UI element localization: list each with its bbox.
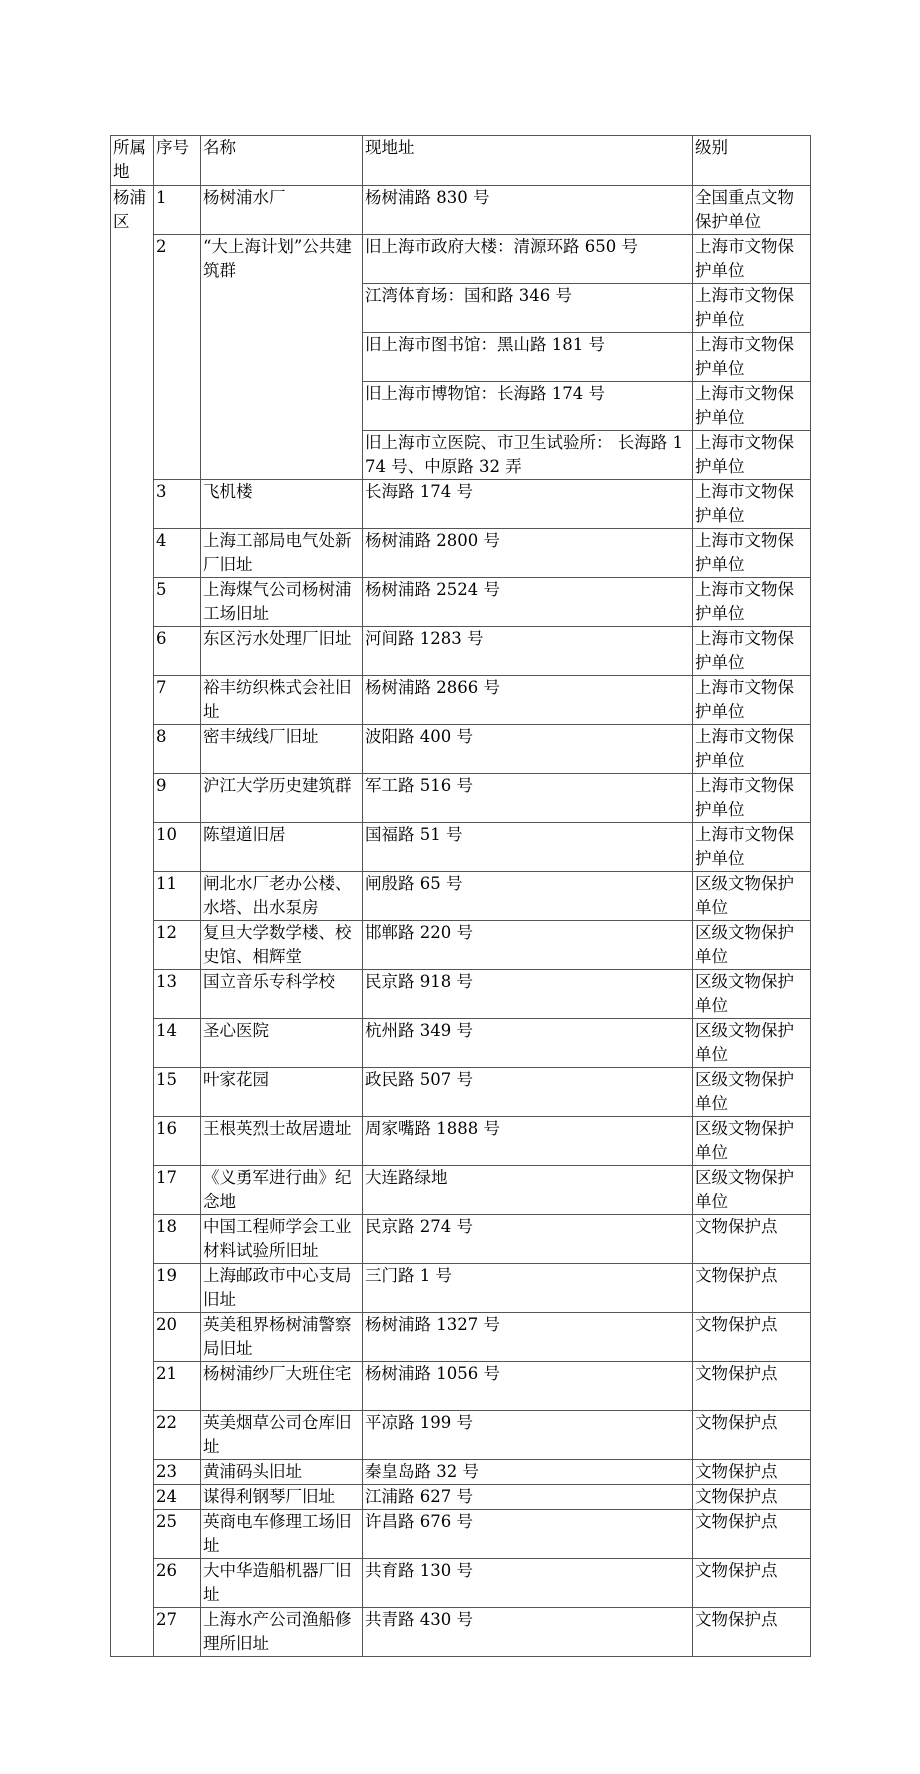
row-name: 大中华造船机器厂旧址 xyxy=(201,1559,363,1608)
row-level: 全国重点文物保护单位 xyxy=(693,186,811,235)
row-level: 区级文物保护单位 xyxy=(693,1166,811,1215)
row-level: 上海市文物保护单位 xyxy=(693,284,811,333)
row-no: 19 xyxy=(154,1264,201,1313)
table-row xyxy=(111,480,811,529)
row-level: 上海市文物保护单位 xyxy=(693,578,811,627)
row-level: 上海市文物保护单位 xyxy=(693,823,811,872)
row-address: 平凉路 199 号 xyxy=(363,1411,693,1460)
table-row xyxy=(111,1068,811,1117)
row-address: 杨树浦路 2524 号 xyxy=(363,578,693,627)
row-no: 17 xyxy=(154,1166,201,1215)
table-row xyxy=(111,921,811,970)
table-row xyxy=(111,1559,811,1608)
row-no: 18 xyxy=(154,1215,201,1264)
row-level: 区级文物保护单位 xyxy=(693,921,811,970)
table-row xyxy=(111,235,811,284)
row-level: 文物保护点 xyxy=(693,1510,811,1559)
table-row xyxy=(111,1485,811,1510)
row-name: 陈望道旧居 xyxy=(201,823,363,872)
row-address: 杨树浦路 1056 号 xyxy=(363,1362,693,1411)
row-address: 江浦路 627 号 xyxy=(363,1485,693,1510)
row-no: 16 xyxy=(154,1117,201,1166)
row-name: 裕丰纺织株式会社旧址 xyxy=(201,676,363,725)
header-region: 所属地 xyxy=(111,136,154,186)
row-name: 黄浦码头旧址 xyxy=(201,1460,363,1485)
row-level: 上海市文物保护单位 xyxy=(693,480,811,529)
table-row xyxy=(111,529,811,578)
row-name: 圣心医院 xyxy=(201,1019,363,1068)
row-no: 7 xyxy=(154,676,201,725)
row-name: 复旦大学数学楼、校史馆、相辉堂 xyxy=(201,921,363,970)
row-level: 区级文物保护单位 xyxy=(693,872,811,921)
table-row xyxy=(111,1362,811,1411)
header-level: 级别 xyxy=(693,136,811,186)
row-no: 12 xyxy=(154,921,201,970)
header-row xyxy=(111,136,811,186)
row-level: 上海市文物保护单位 xyxy=(693,431,811,480)
row-level: 文物保护点 xyxy=(693,1264,811,1313)
row-level: 文物保护点 xyxy=(693,1460,811,1485)
row-level: 上海市文物保护单位 xyxy=(693,235,811,284)
row-name: 上海煤气公司杨树浦工场旧址 xyxy=(201,578,363,627)
row-address: 波阳路 400 号 xyxy=(363,725,693,774)
row-no: 6 xyxy=(154,627,201,676)
row-level: 文物保护点 xyxy=(693,1362,811,1411)
table-row xyxy=(111,970,811,1019)
region-cell: 杨浦区 xyxy=(111,186,154,1657)
row-level: 区级文物保护单位 xyxy=(693,970,811,1019)
table-row xyxy=(111,1019,811,1068)
row-address: 国福路 51 号 xyxy=(363,823,693,872)
row-name: 上海水产公司渔船修理所旧址 xyxy=(201,1608,363,1657)
row-address: 杨树浦路 2866 号 xyxy=(363,676,693,725)
row-no: 9 xyxy=(154,774,201,823)
row-address: 旧上海市图书馆：黑山路 181 号 xyxy=(363,333,693,382)
table-row xyxy=(111,1117,811,1166)
table-row xyxy=(111,1166,811,1215)
row-address: 共育路 130 号 xyxy=(363,1559,693,1608)
table-row xyxy=(111,676,811,725)
row-address: 三门路 1 号 xyxy=(363,1264,693,1313)
row-name: 王根英烈士故居遗址 xyxy=(201,1117,363,1166)
row-level: 文物保护点 xyxy=(693,1411,811,1460)
row-name: 飞机楼 xyxy=(201,480,363,529)
row-level: 文物保护点 xyxy=(693,1608,811,1657)
table-row xyxy=(111,823,811,872)
row-address: 杨树浦路 2800 号 xyxy=(363,529,693,578)
row-no: 20 xyxy=(154,1313,201,1362)
row-level: 区级文物保护单位 xyxy=(693,1019,811,1068)
row-no: 13 xyxy=(154,970,201,1019)
table-row xyxy=(111,1313,811,1362)
row-no: 11 xyxy=(154,872,201,921)
row-no: 24 xyxy=(154,1485,201,1510)
row-address: 长海路 174 号 xyxy=(363,480,693,529)
row-name: 上海工部局电气处新厂旧址 xyxy=(201,529,363,578)
header-address: 现地址 xyxy=(363,136,693,186)
row-level: 区级文物保护单位 xyxy=(693,1068,811,1117)
row-no: 27 xyxy=(154,1608,201,1657)
table-row xyxy=(111,578,811,627)
table-row xyxy=(111,725,811,774)
row-no: 21 xyxy=(154,1362,201,1411)
row-no: 10 xyxy=(154,823,201,872)
row-no: 4 xyxy=(154,529,201,578)
row-name: 英美租界杨树浦警察局旧址 xyxy=(201,1313,363,1362)
row-address: 杭州路 349 号 xyxy=(363,1019,693,1068)
row-address: 江湾体育场：国和路 346 号 xyxy=(363,284,693,333)
heritage-table xyxy=(110,135,811,1657)
table-row xyxy=(111,1608,811,1657)
row-level: 上海市文物保护单位 xyxy=(693,382,811,431)
row-address: 邯郸路 220 号 xyxy=(363,921,693,970)
row-address: 军工路 516 号 xyxy=(363,774,693,823)
row-no: 25 xyxy=(154,1510,201,1559)
row-address: 许昌路 676 号 xyxy=(363,1510,693,1559)
table-row xyxy=(111,1264,811,1313)
row-address: 大连路绿地 xyxy=(363,1166,693,1215)
row-level: 上海市文物保护单位 xyxy=(693,529,811,578)
row-no: 26 xyxy=(154,1559,201,1608)
row-no: 22 xyxy=(154,1411,201,1460)
row-level: 文物保护点 xyxy=(693,1215,811,1264)
row-level: 文物保护点 xyxy=(693,1485,811,1510)
row-name: 杨树浦纱厂大班住宅 xyxy=(201,1362,363,1411)
row-name: 英美烟草公司仓库旧址 xyxy=(201,1411,363,1460)
row-no: 5 xyxy=(154,578,201,627)
row-level: 区级文物保护单位 xyxy=(693,1117,811,1166)
row-level: 文物保护点 xyxy=(693,1559,811,1608)
row-name: 《义勇军进行曲》纪念地 xyxy=(201,1166,363,1215)
row-name: 东区污水处理厂旧址 xyxy=(201,627,363,676)
row-address: 秦皇岛路 32 号 xyxy=(363,1460,693,1485)
row-name: 中国工程师学会工业材料试验所旧址 xyxy=(201,1215,363,1264)
row-no: 2 xyxy=(154,235,201,480)
row-level: 上海市文物保护单位 xyxy=(693,676,811,725)
row-address: 周家嘴路 1888 号 xyxy=(363,1117,693,1166)
table-row xyxy=(111,1510,811,1559)
row-address: 旧上海市政府大楼：清源环路 650 号 xyxy=(363,235,693,284)
table-row xyxy=(111,1411,811,1460)
row-address: 民京路 918 号 xyxy=(363,970,693,1019)
row-address: 杨树浦路 830 号 xyxy=(363,186,693,235)
row-address: 旧上海市立医院、市卫生试验所： 长海路 174 号、中原路 32 弄 xyxy=(363,431,693,480)
table-row xyxy=(111,1460,811,1485)
row-address: 政民路 507 号 xyxy=(363,1068,693,1117)
row-name: 叶家花园 xyxy=(201,1068,363,1117)
row-no: 3 xyxy=(154,480,201,529)
row-no: 1 xyxy=(154,186,201,235)
row-level: 上海市文物保护单位 xyxy=(693,627,811,676)
row-no: 23 xyxy=(154,1460,201,1485)
row-no: 15 xyxy=(154,1068,201,1117)
row-name: 上海邮政市中心支局旧址 xyxy=(201,1264,363,1313)
row-address: 共青路 430 号 xyxy=(363,1608,693,1657)
row-level: 上海市文物保护单位 xyxy=(693,774,811,823)
row-name: “大上海计划”公共建筑群 xyxy=(201,235,363,480)
row-level: 上海市文物保护单位 xyxy=(693,333,811,382)
row-address: 闸殷路 65 号 xyxy=(363,872,693,921)
table-row xyxy=(111,1215,811,1264)
row-name: 密丰绒线厂旧址 xyxy=(201,725,363,774)
row-name: 国立音乐专科学校 xyxy=(201,970,363,1019)
row-no: 8 xyxy=(154,725,201,774)
row-address: 杨树浦路 1327 号 xyxy=(363,1313,693,1362)
row-name: 沪江大学历史建筑群 xyxy=(201,774,363,823)
table-row xyxy=(111,774,811,823)
row-name: 英商电车修理工场旧址 xyxy=(201,1510,363,1559)
row-level: 文物保护点 xyxy=(693,1313,811,1362)
table-row xyxy=(111,627,811,676)
table-row xyxy=(111,872,811,921)
row-no: 14 xyxy=(154,1019,201,1068)
header-no: 序号 xyxy=(154,136,201,186)
header-name: 名称 xyxy=(201,136,363,186)
row-level: 上海市文物保护单位 xyxy=(693,725,811,774)
row-name: 杨树浦水厂 xyxy=(201,186,363,235)
row-address: 旧上海市博物馆：长海路 174 号 xyxy=(363,382,693,431)
row-name: 谋得利钢琴厂旧址 xyxy=(201,1485,363,1510)
row-address: 河间路 1283 号 xyxy=(363,627,693,676)
table-row xyxy=(111,186,811,235)
row-name: 闸北水厂老办公楼、水塔、出水泵房 xyxy=(201,872,363,921)
row-address: 民京路 274 号 xyxy=(363,1215,693,1264)
